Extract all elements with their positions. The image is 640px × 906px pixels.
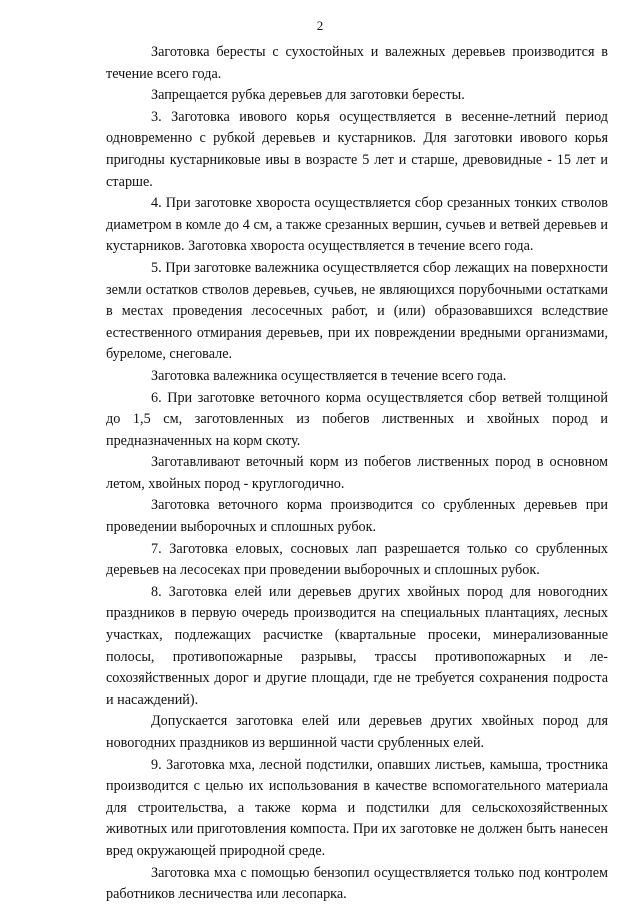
paragraph: Запрещается рубка деревьев для заготовки бересты.: [151, 87, 465, 104]
paragraph: Заготовка веточного корма производится со срубленных деревьев при проведении выборочных и сплошных рубок.: [106, 497, 608, 536]
paragraph: 7. Заготовка еловых, сосновых лап разрешается только со срубленных деревьев на лесосеках при проведении выборочных и сплошных рубок.: [106, 540, 608, 579]
paragraph: Заготовка мха с помощью бензопил осуществляется только под контролем работников лесничества или лесопарка.: [106, 864, 608, 903]
paragraph: Заготовка бересты с сухостойных и валежных деревьев производится в течение всего года.: [106, 44, 608, 82]
paragraph: 8. Заготовка елей или деревьев других хвойных пород для новогодних праздников в первую очередь производится на специальных плантациях, лесных участках, подлежащих расчистке (квартальные просеки, минерализованные полосы, противопожарные разрывы, трассы противопожарных и лесохозяйственных дорог и другие площади, где не требуется сохранения подроста и насаждений).: [106, 583, 608, 708]
paragraph: 3. Заготовка ивового корья осуществляется в весенне-летний период одновременно с рубкой деревьев и кустарников. Для заготовки ивового корья пригодны кустарниковые ивы в возрасте 5 лет и старше, древовидные - 15 лет и старше.: [106, 108, 608, 190]
paragraph: Заготавливают веточный корм из побегов лиственных пород в основном летом, хвойных пород - круглогодично.: [106, 454, 608, 492]
page-number: 2: [316, 18, 324, 33]
paragraph: Заготовка валежника осуществляется в течение всего года.: [151, 367, 507, 384]
paragraph: 5. При заготовке валежника осуществляется сбор лежащих на поверхности земли остатков стволов деревьев, сучьев, не являющихся порубочными остатками в местах проведения лесосечных работ, и (или) образовавшихся вследствие естественного отмирания деревьев, при их повреждении вредными организмами, буреломе, снеговале.: [106, 259, 608, 363]
paragraph: Допускается заготовка елей или деревьев других хвойных пород для новогодних праздников из вершинной части срубленных елей.: [106, 713, 608, 751]
paragraph: 4. При заготовке хвороста осуществляется сбор срезанных тонких стволов диаметром в комле до 4 см, а также срезанных вершин, сучьев и ветвей деревьев и кустарников. Заготовка хвороста осуществляется в течение всего года.: [106, 195, 608, 255]
paragraph: 9. Заготовка мха, лесной подстилки, опавших листьев, камыша, тростника производится с целью их использования в качестве вспомогательного материала для строительства, а также корма и подстилки для сельскохозяйственных животных или приготовления компоста. При их заготовке не должен быть нанесен вред окружающей природной среде.: [106, 756, 608, 859]
document-body: [106, 42, 608, 906]
paragraph: 6. При заготовке веточного корма осуществляется сбор ветвей толщиной до 1,5 см, заготовленных из побегов лиственных и хвойных пород и предназначенных на корм скоту.: [106, 389, 608, 449]
